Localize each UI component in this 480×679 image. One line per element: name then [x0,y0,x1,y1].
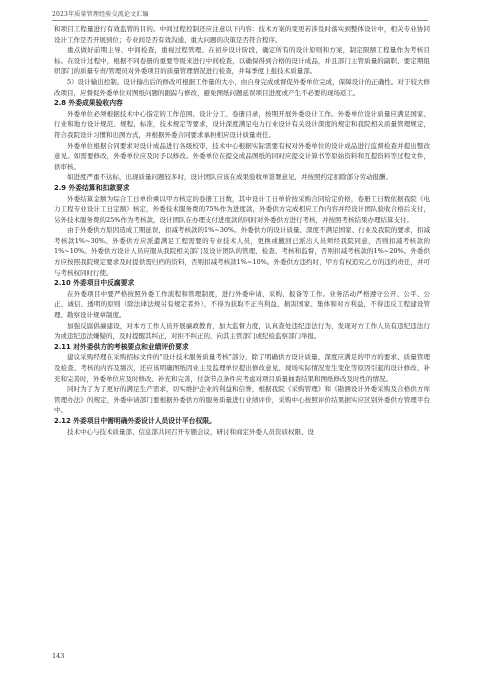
header-divider [52,20,428,21]
paragraph: 加强反腐倡廉建设，对本方工作人员开展廉政教育，加大监督力度，认真查处违纪违法行为，发现对方工作人员有违纪违法行为或违纪违法嫌疑的，及时提醒其纠正，对拒不纠正的，向其主管部门或纪检监察部门举报。 [54,321,430,341]
page-number: 143 [52,652,65,660]
paragraph: 外委结算金额为综合工日单价乘以甲方核定的卷册工日数，其中设计工日单价按采购合同给定价格，卷册工日数依据我院《电力工程专业设计工日定额》核定，外委技术服务费的75%作为进度款，外委供方完成相应工作内容并经设计团队验收合格后支付，另外技术服务费的25%作为考核款，设计团队在办理支付进度款的同时对外委供方进行考核，并按照考核结果办理结算支付。 [54,194,430,224]
paragraph: 建议采购经理在采购招标文件的"设计技术服务质量考核"部分，除了明确供方设计质量、深度应满足的甲方的要求、质量管理及检查、考核的内容及频次，还应该明确图纸因业主及监理单位提出修改意见、现场实际情况发生变化等原因引起的设计修改、补充和完善时，外委单位应及时修改、补充和完善，付款节点条件应考虑对项目质量抽查结果和图纸修改及时性的情况。 [54,353,430,383]
paragraph: 重点做好前期主导、中间检查，重视过程管理。在初步设计阶段，确定所有的设计原则和方案，制定限额工程量作为考核目标。在设计过程中，根据不同卷册的重要等级来进行中间检查，以确保得到合格的设计成品，并且部门主管质量的副职、要定期组织部门的质量专责/管理员对外委项目的质量管理情况进行检查，并每季度上报技术质量部。 [54,46,430,76]
section-heading-2-9: 2.9 外委结算和扣款要求 [54,183,130,192]
section-heading-2-11: 2.11 对外委供方的考核要点和业绩评价要求 [54,342,189,351]
running-header: 2023年质量管理经验交流论文汇编 [52,11,149,18]
paragraph: 5）设计输出控制。设计输出后的修改可根据工作量的大小，由自身完成或督促外委单位完成，保障设计的正确性。对于较大修改项目，应督促外委单位对图纸问题的跟踪与修改，避免图纸问题延误项目进度或产生不必要的现场返工。 [54,77,430,97]
section-heading-2-12: 2.12 外委项目中需明确外委设计人员设计平台权限。 [54,416,216,425]
paragraph: 技术中心与技术质量部、信息部共同召开专题会议，研讨和商定外委人员资质权限、设 [67,427,314,436]
paragraph: 同时为了为了更好的满足生产需求，切实维护企业的利益和信誉，根据我院《采购管理》和《勘测设计外委采购及合格供方库管理办法》的规定，外委申请部门要根据外委供方的服务质量进行业绩评价，采购中心按照评价结果据实应区别外委供方管理平台中。 [54,385,430,415]
body-text [54,24,430,437]
paragraph: 和项目工程量进行有效监管的目的。中间过程控制还应注意以下内容：技术方案的变更若涉及时落实到整体设计中，相关专业协同设计工作是否开展到位；专业间是否有效沟通、重大问题的决策是否符合程序。 [54,25,430,44]
section-heading-2-8: 2.8 外委成果验收内容 [54,99,123,108]
paragraph: 在外委项目中要严格按照外委工作流程和管理制度，进行外委申请、采购、报备等工作。业务活动严格遵守公开、公平、公正、诚信、透明的原则（除法律法规另有规定者外），不得为获取不正当利益，损害国家、集体和对方利益，不得违反工程建设管理、勘察设计规章制度。 [54,289,430,320]
paragraph: 外委单位必须根据技术中心指定的工作范围、设计分工、卷册目录，按期开展外委设计工作。外委单位设计质量应满足国家、行业和地方设计规范、规程、标准，技术规定等要求，设计深度满足电力行业设计有关设计深度的规定和我院相关质量管理规定，符合我院设计习惯和出图方式，并根据外委合同要求承担相应设计质量责任。 [54,109,430,139]
paragraph: 外委单位根据合同要求对设计成品进行各级校审，技术中心根据实际需要有权对外委单位的设计成品进行监督检查并提出整改意见。如需要修改，外委单位应及时予以修改。外委单位在提交成品图纸的同时应提交计算书等原始资料和互提资料等过程文件，供审核。 [54,141,430,171]
section-heading-2-10: 2.10 外委项目中反腐要求 [54,279,135,288]
paragraph: 由于外委供方原因造成工期延误，扣减考核款的1%~30%。外委供方的设计质量、深度不满足国家、行业及我院的要求，扣减考核款1%~30%。外委供方应派遣满足工程需要的专业技术人员，更换或撤回已派出人员须经我院同意，否则扣减考核款的1%~10%。外委供方设计人员应服从我院相关部门及设计团队的管理、检查、考核和监督，否则扣减考核款的1%~20%。外委供方应按照我院规定要求及时提供需归档的资料，否则扣减考核款1%~10%。外委供方违约时，甲方有权追究乙方的违约责任，并可与考核权同时行使。 [54,226,430,277]
paragraph: 如进度严重不达标，出现质量问题较多时，设计团队应该在成果验收单签署意见，并按照约定扣除部分劳动报酬。 [67,173,392,182]
